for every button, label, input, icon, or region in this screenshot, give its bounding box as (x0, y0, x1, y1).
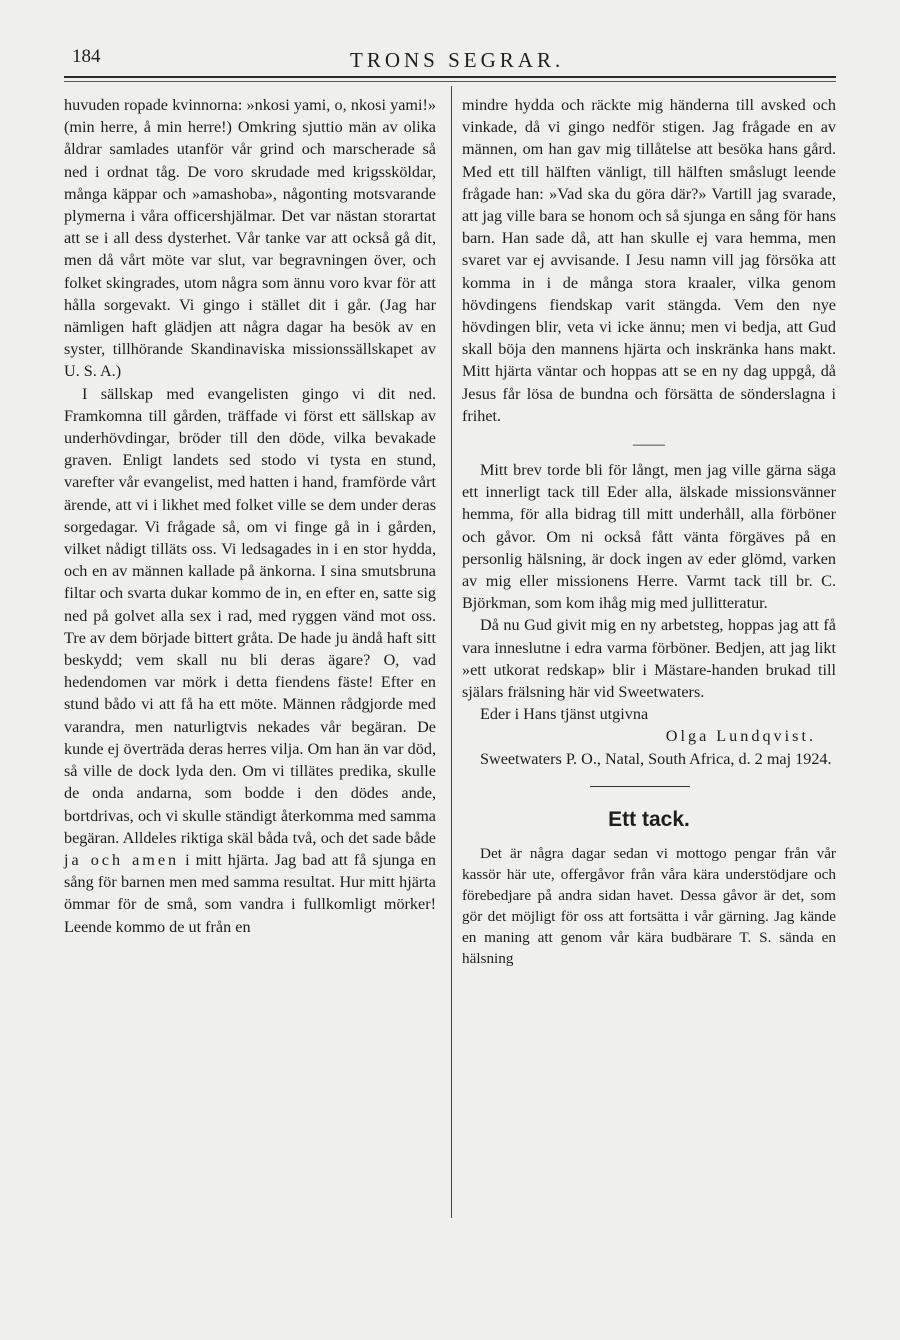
page-number: 184 (72, 46, 101, 67)
left-paragraph-2-text: I sällskap med evangelisten gingo vi dit ned. Framkomna till gården, träffade vi först ett sällskap av underhövdingar, bröder till den döde, vilka bevakade graven. Enligt landets sed stodo vi tysta en stund, varefter vår evangelist, med hatten i hand, framförde vårt ärende, att vi i likhet med folket ville se dem under deras sorgedagar. Vi frågade så, om vi finge gå in i gården, vilket nådigt tilläts oss. Vi ledsagades in i en stor hydda, och en av männen kallade på änkorna. I sina smutsbruna filtar och svarta dukar kommo de in, en efter en, satte sig ned på golvet alla sex i rad, med ryggen vänd mot oss. Tre av dem började bittert gråta. De hade ju ändå haft sitt beskydd; vem skall nu bli deras ägare? O, vad hedendomen var mörk i detta fiendens fäste! Efter en stund bådo vi att få ha ett möte. Männen rådgjorde med varandra, men naturligtvis nekades vår begäran. De kunde ej överträda deras herres vilja. Om han än var död, så ville de dock lyda den. Om vi tillätes predika, skulle de onda andarna, som bodde i den dödes ande, bortdrivas, och vi skulle ständigt återkomma med samma begäran. Alldeles riktiga skäl båda två, och det sade både (64, 384, 436, 847)
section-rule (590, 786, 690, 787)
right-column (462, 94, 836, 969)
spaced-emphasis: ja och amen (64, 850, 180, 869)
left-paragraph-1: huvuden ropade kvinnorna: »nkosi yami, o, nkosi yami!» (min herre, å min herre!) Omkring sjuttio män av olika åldrar samlades utanför vår grind och marscherade så ned i ordnat tåg. De voro skrudade med krigssköldar, många käppar och »amashoba», någonting motsvarande plymerna i våra officershjälmar. Det var nästan storartat att se i all dess dysterhet. Vår tanke var att också gå dit, men då vårt möte var slut, var begravningen över, och folket skingrades, utom några som ännu voro kvar för att hålla sorgevakt. Vi gingo i stället dit i går. (Jag har nämligen haft glädjen att några dagar ha besök av en syster, tillhörande Skandinaviska missionssällskapet av U. S. A.) (64, 96, 436, 381)
header-rule-thin (64, 81, 836, 82)
right-paragraph-3: Då nu Gud givit mig en ny arbetsteg, hoppas jag att få vara inneslutne i edra varma förböner. Bedjen, att jag likt »ett utkorat redskap» blir i Mästare-handen brukad till själars frälsning här vid Sweetwaters. (462, 616, 836, 702)
section-dash: —— (633, 436, 665, 454)
dateline: Sweetwaters P. O., Natal, South Africa, d. 2 maj 1924. (480, 749, 832, 768)
column-divider (451, 86, 452, 1218)
left-column (64, 94, 436, 938)
running-title: TRONS SEGRAR. (350, 48, 565, 72)
closing-line: Eder i Hans tjänst utgivna (480, 705, 649, 724)
header-rule (64, 76, 836, 78)
section-heading: Ett tack. (608, 807, 690, 831)
right-paragraph-2: Mitt brev torde bli för långt, men jag ville gärna säga ett innerligt tack till Eder alla, älskade missionsvänner hemma, för alla bidrag till mitt underhåll, alla förböner och gåvor. Om ni också fått vänta förgäves på en personlig hälsning, är dock ingen av eder glömd, varken av mig eller missionens Herre. Varmt tack till br. C. Björkman, som kom ihåg mig med jullitteratur. (462, 461, 836, 613)
section-paragraph: Det är några dagar sedan vi mottogo pengar från vår kassör här ute, offergåvor från våra kära understödjare och förebedjare på andra sidan havet. Dessa gåvor är det, som gör det möjligt för oss att fortsätta i vår gärning. Jag kände en maning att genom vår kära budbärare T. S. sända en hälsning (462, 844, 836, 967)
left-paragraph-2-end: i mitt hjärta. Jag bad att få sjunga en sång för barnen men med samma resultat. Hur mitt hjärta ömmar för de små, som vandra i fullkomligt mörker! Leende kommo de ut från en (64, 850, 436, 936)
right-paragraph-1: mindre hydda och räckte mig händerna till avsked och vinkade, då vi gingo nedför stigen. Jag frågade en av männen, om han gav mig tillåtelse att besöka hans gård. Med ett till hälften vänligt, till hälften småslugt leende frågade han: »Vad ska du göra där?» Vartill jag svarade, att jag ville bara se honom och så sjunga en sång för hans barn. Han sade då, att han skulle ej vara hemma, men svaret var ej avvisande. I Jesu namn vill jag försöka att komma in i de många stora kraaler, vilka genom hövdingens fiendskap varit stängda. Vem den nye hövdingen blir, veta vi icke ännu; men vi bedja, att Gud skall böja den mannens hjärta och inskränka hans makt. Mitt hjärta väntar och hoppas att se en ny dag uppgå, då Jesus får lösa de bundna och försätta de sönderslagna i frihet. (462, 96, 836, 425)
signature: Olga Lundqvist. (665, 727, 816, 746)
left-paragraph-2 (64, 383, 436, 938)
